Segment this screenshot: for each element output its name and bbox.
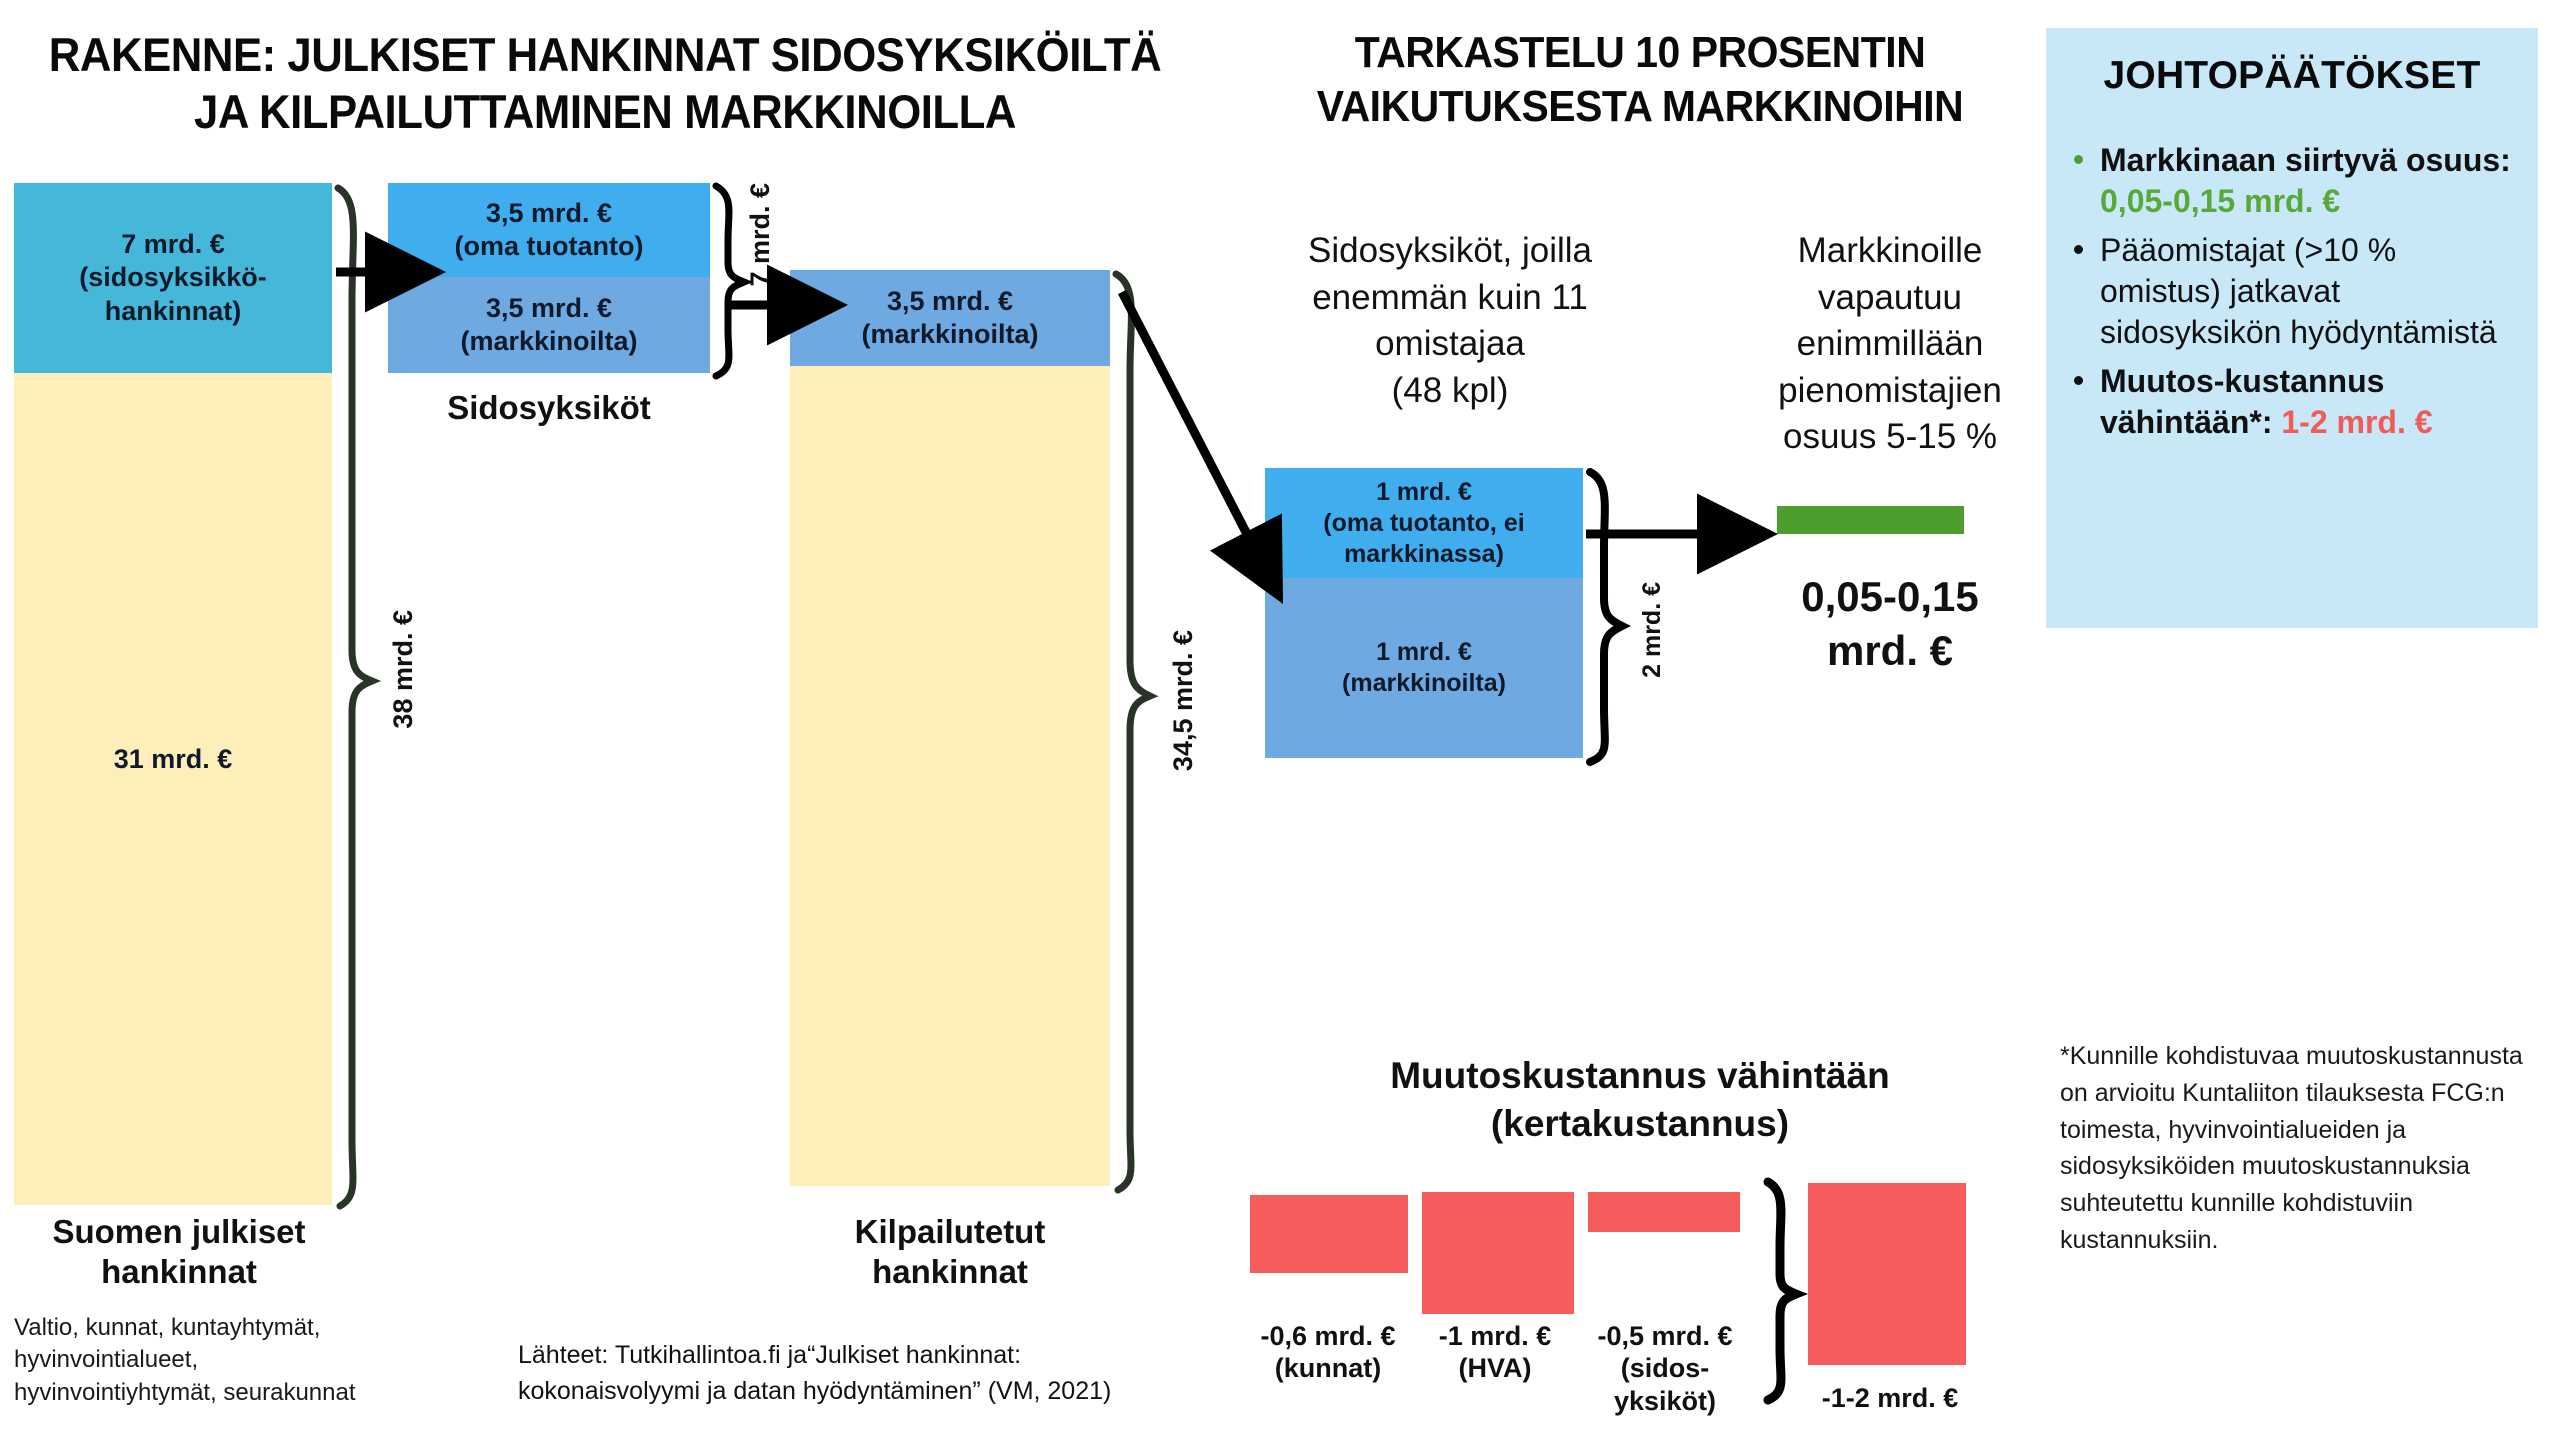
title-mid-line1: TARKASTELU 10 PROSENTIN xyxy=(1354,28,1926,77)
brace-2-mrd xyxy=(1590,472,1622,762)
conclusion-item-1 xyxy=(2100,140,2520,222)
col1-sub-line1: Valtio, kunnat, kuntayhtymät, xyxy=(14,1314,321,1341)
result-line1: Markkinoille xyxy=(1797,231,1983,270)
cost-bar-label-kunnat-line2: (kunnat) xyxy=(1274,1353,1382,1384)
conclusion-item-2 xyxy=(2100,230,2520,353)
col1-top-line3: hankinnat) xyxy=(104,295,242,326)
cost-bar-label-hva-line2: (HVA) xyxy=(1458,1353,1532,1384)
mid-markkinoilta-box xyxy=(1265,578,1583,758)
col2-markkinoilta-box xyxy=(388,277,710,373)
cost-bar-label-kunnat-line1: -0,6 mrd. € xyxy=(1260,1321,1396,1351)
result-green-bar xyxy=(1777,506,1964,534)
mid-box-top-line1: 1 mrd. € xyxy=(1376,477,1472,506)
cost-bar-label-sidos-line2: (sidos- xyxy=(1620,1353,1710,1384)
conclusions-panel xyxy=(2046,28,2538,628)
title-mid-line2: VAIKUTUKSESTA MARKKINOIHIN xyxy=(1316,81,1964,131)
col1-brace-label: 38 mrd. € xyxy=(388,610,418,729)
result-value-line2: mrd. € xyxy=(1826,626,1954,674)
col3-markkinoilta-box xyxy=(790,270,1110,366)
mid-box-top-line2: (oma tuotanto, ei xyxy=(1323,508,1525,537)
mid-box-top-line3: markkinassa) xyxy=(1344,539,1504,568)
col2-bot-line1: 3,5 mrd. € xyxy=(485,292,613,323)
cost-bar-label-kunnat xyxy=(1228,1320,1428,1385)
source-line2: kokonaisvolyymi ja datan hyödyntäminen” (VM, 2021) xyxy=(518,1376,1112,1405)
col3-muut-box xyxy=(790,366,1110,1186)
col1-caption xyxy=(14,1212,344,1291)
conclusions-list xyxy=(2046,140,2538,443)
result-line3: enimmillään xyxy=(1796,324,1984,364)
col1-top-line2: (sidosyksikkö- xyxy=(79,262,267,293)
col1-sub-line3: hyvinvointiyhtymät, seurakunnat xyxy=(14,1378,356,1406)
mid-oma-tuotanto-box xyxy=(1265,468,1583,578)
col3-brace-label: 34,5 mrd. € xyxy=(1168,630,1198,772)
mid-lead-line3: omistajaa xyxy=(1375,324,1525,364)
conclusion-3-label: Muutos-kustannus vähintään*: xyxy=(2100,362,2385,440)
result-line2: vapautuu xyxy=(1817,277,1963,317)
col2-bot-line2: (markkinoilta) xyxy=(460,326,638,356)
page-title-left xyxy=(42,26,1167,141)
mid-box-bot-line2: (markkinoilta) xyxy=(1342,669,1506,697)
col2-oma-tuotanto-box xyxy=(388,183,710,277)
col1-bottom-value: 31 mrd. € xyxy=(113,744,233,774)
cost-bar-label-sidos-line1: -0,5 mrd. € xyxy=(1597,1321,1733,1351)
mid-lead-line2: enemmän kuin 11 xyxy=(1312,277,1588,317)
cost-bar-label-total-line1: -1-2 mrd. € xyxy=(1821,1383,1959,1413)
cost-chart-title-line2: (kertakustannus) xyxy=(1490,1103,1790,1145)
col3-top-line1: 3,5 mrd. € xyxy=(886,285,1014,316)
result-line4: pienomistajien xyxy=(1778,370,2002,410)
col2-brace-label: 7 mrd. € xyxy=(745,183,775,287)
conclusion-1-label: Markkinaan siirtyvä osuus: xyxy=(2100,142,2511,178)
mid-brace-label: 2 mrd. € xyxy=(1638,582,1666,678)
conclusion-2-text: Pääomistajat (>10 % omistus) jatkavat sidosyksikön hyödyntämistä xyxy=(2100,231,2497,350)
brace-7-mrd xyxy=(716,186,744,376)
col1-top-line1: 7 mrd. € xyxy=(121,228,225,259)
col1-caption-line1: Suomen julkiset xyxy=(52,1213,306,1250)
cost-bar-total xyxy=(1808,1183,1966,1365)
arrow-col3-to-mid-box xyxy=(1122,292,1250,540)
cost-bar-label-hva xyxy=(1400,1320,1590,1385)
cost-bar-label-hva-line1: -1 mrd. € xyxy=(1438,1321,1552,1351)
page-title-mid xyxy=(1259,26,2022,133)
brace-38-mrd xyxy=(338,188,372,1206)
col3-caption-line1: Kilpailutetut xyxy=(854,1213,1046,1250)
col1-muut-box xyxy=(14,373,332,1205)
col3-caption-line2: hankinnat xyxy=(872,1252,1028,1290)
brace-34-5-mrd xyxy=(1116,274,1150,1190)
source-line1: Lähteet: Tutkihallintoa.fi ja“Julkiset hankinnat: xyxy=(518,1341,1022,1369)
col3-caption xyxy=(790,1212,1110,1291)
mid-box-bot-line1: 1 mrd. € xyxy=(1376,638,1472,666)
mid-lead-line1: Sidosyksiköt, joilla xyxy=(1308,231,1592,270)
cost-chart-title-line1: Muutoskustannus vähintään xyxy=(1390,1055,1890,1096)
mid-lead-text xyxy=(1240,228,1660,414)
col1-subcaption xyxy=(14,1312,414,1409)
cost-chart-title xyxy=(1240,1052,2040,1148)
cost-bar-sidosyksikot xyxy=(1588,1192,1740,1232)
cost-bar-label-sidos-line3: yksiköt) xyxy=(1613,1385,1717,1416)
brace-cost-total xyxy=(1768,1182,1796,1400)
cost-bar-label-sidosyksikot xyxy=(1570,1320,1760,1417)
col2-caption: Sidosyksiköt xyxy=(447,389,651,426)
cost-bar-label-total xyxy=(1790,1382,1990,1414)
result-value-line1: 0,05-0,15 xyxy=(1801,573,1979,620)
conclusion-item-3 xyxy=(2100,361,2520,443)
conclusion-3-value: 1-2 mrd. € xyxy=(2281,403,2433,440)
col3-top-line2: (markkinoilta) xyxy=(861,319,1039,349)
cost-bar-hva xyxy=(1422,1192,1574,1314)
col2-top-line1: 3,5 mrd. € xyxy=(485,197,613,228)
result-value xyxy=(1720,570,2060,678)
title-left-line2: JA KILPAILUTTAMINEN MARKKINOILLA xyxy=(193,85,1017,139)
title-left-line1: RAKENNE: JULKISET HANKINNAT SIDOSYKSIKÖILTÄ xyxy=(48,28,1162,81)
mid-lead-line4: (48 kpl) xyxy=(1391,370,1509,410)
col2-top-line2: (oma tuotanto) xyxy=(454,231,644,261)
cost-bar-kunnat xyxy=(1250,1195,1408,1273)
result-line5: osuus 5-15 % xyxy=(1782,417,1998,457)
col1-caption-line2: hankinnat xyxy=(101,1252,257,1290)
conclusions-heading: JOHTOPÄÄTÖKSET xyxy=(2103,54,2481,97)
conclusion-1-value: 0,05-0,15 mrd. € xyxy=(2100,182,2341,219)
result-text xyxy=(1720,228,2060,461)
col1-sidosyksikko-box xyxy=(14,183,332,373)
footnote-text: *Kunnille kohdistuvaa muutoskustannusta on arvioitu Kuntaliiton tilauksesta FCG:n toimesta, hyvinvointialueiden ja sidosyksiköiden muutoskustannuksia suhteutettu kunnille kohdistuviin kustannuksiin. xyxy=(2060,1042,2523,1254)
source-text xyxy=(518,1338,1238,1409)
col1-sub-line2: hyvinvointialueet, xyxy=(14,1346,199,1374)
